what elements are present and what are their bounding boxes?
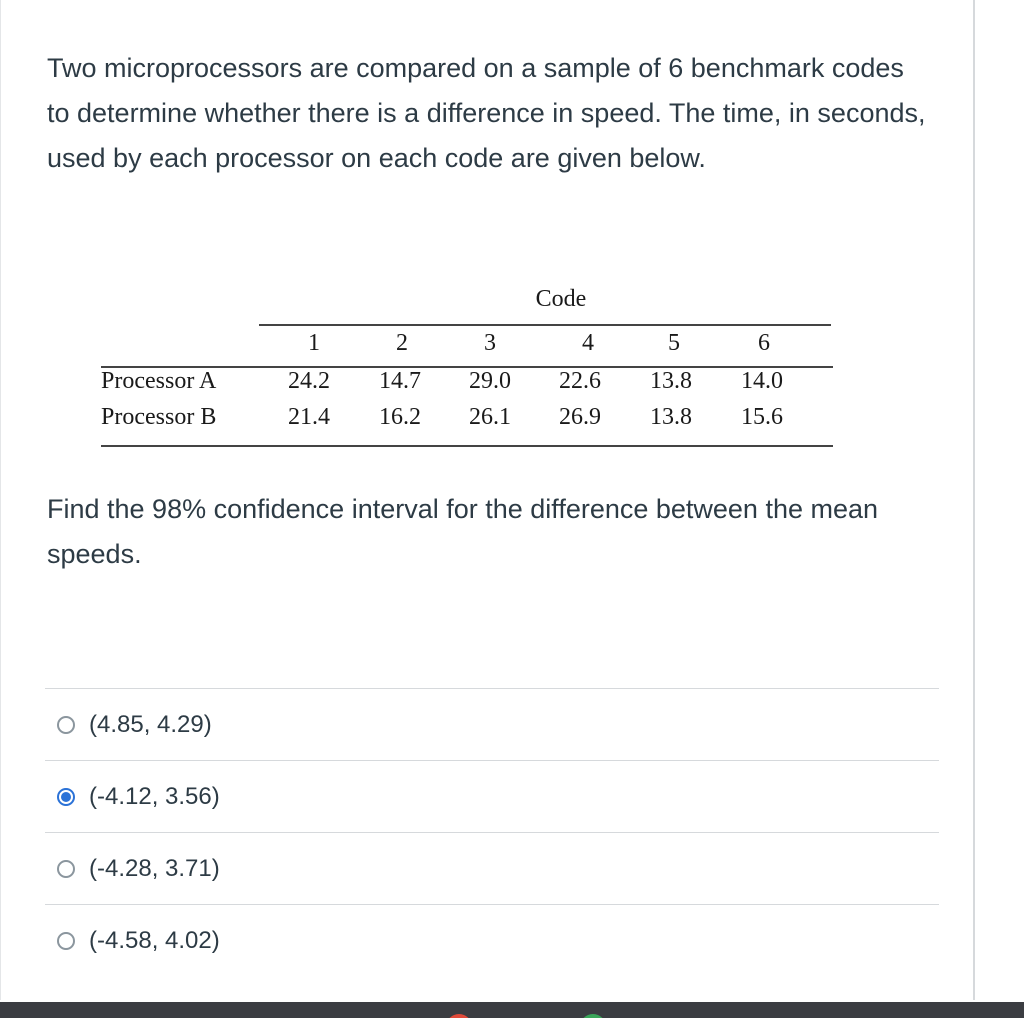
table-column-1: 1 — [308, 330, 320, 356]
table-cell: 16.2 — [379, 404, 421, 430]
table-cell: 21.4 — [288, 404, 330, 430]
radio-unchecked-icon[interactable] — [57, 716, 75, 734]
answer-option-1[interactable] — [45, 688, 939, 760]
table-rule-top — [259, 324, 831, 326]
table-column-4: 4 — [582, 330, 594, 356]
radio-unchecked-icon[interactable] — [57, 932, 75, 950]
table-cell: 14.7 — [379, 368, 421, 394]
table-cell: 24.2 — [288, 368, 330, 394]
table-cell: 22.6 — [559, 368, 601, 394]
taskbar — [0, 1002, 1024, 1018]
table-cell: 13.8 — [650, 404, 692, 430]
table-cell: 14.0 — [741, 368, 783, 394]
answer-label: (4.85, 4.29) — [89, 710, 212, 738]
question-prompt-text: Find the 98% confidence interval for the difference between the mean speeds. — [47, 494, 879, 569]
table-cell: 26.9 — [559, 404, 601, 430]
answer-option-3[interactable] — [45, 832, 939, 904]
table-rule-bottom — [101, 445, 833, 447]
answer-list — [45, 688, 939, 976]
table-column-2: 2 — [396, 330, 408, 356]
answer-option-2[interactable] — [45, 760, 939, 832]
radio-unchecked-icon[interactable] — [57, 860, 75, 878]
table-cell: 26.1 — [469, 404, 511, 430]
table-row-label-processor-b: Processor B — [101, 404, 217, 430]
taskbar-app-icon[interactable] — [446, 1014, 472, 1018]
answer-label: (-4.12, 3.56) — [89, 782, 220, 810]
table-cell: 15.6 — [741, 404, 783, 430]
table-cell: 13.8 — [650, 368, 692, 394]
answer-option-4[interactable] — [45, 904, 939, 976]
answer-label: (-4.58, 4.02) — [89, 926, 220, 954]
table-header-code: Code — [535, 286, 587, 312]
question-intro-text: Two microprocessors are compared on a sample of 6 benchmark codes to determine whether there is a difference in speed. The time, in seconds, used by each processor on each code are given below. — [47, 53, 926, 173]
table-column-5: 5 — [668, 330, 680, 356]
radio-checked-icon[interactable] — [57, 788, 75, 806]
table-column-6: 6 — [758, 330, 770, 356]
table-column-3: 3 — [484, 330, 496, 356]
table-cell: 29.0 — [469, 368, 511, 394]
taskbar-app-icon[interactable] — [580, 1014, 606, 1018]
answer-label: (-4.28, 3.71) — [89, 854, 220, 882]
table-row-label-processor-a: Processor A — [101, 368, 217, 394]
